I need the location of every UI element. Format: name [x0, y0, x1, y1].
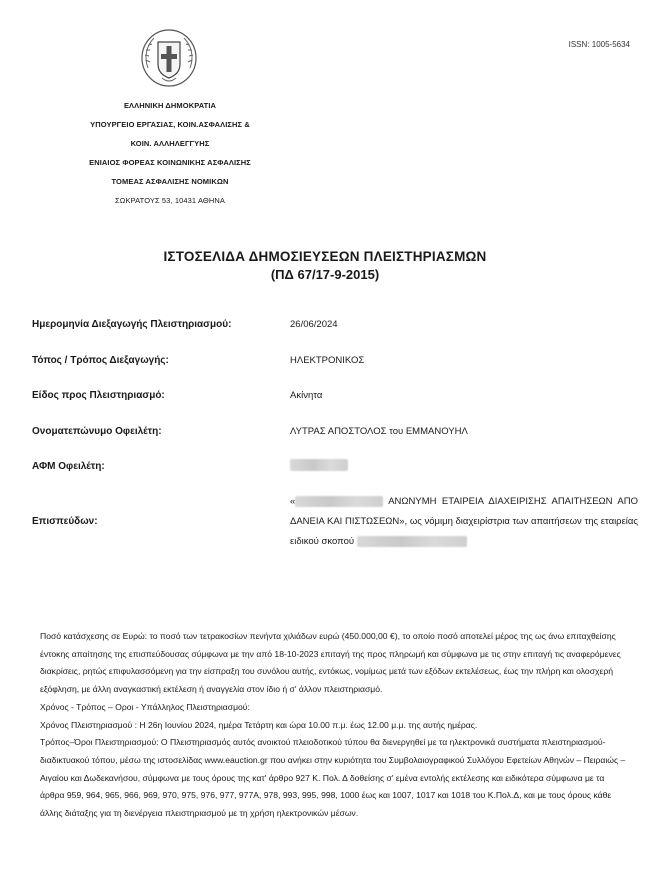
auction-date-value: 26/06/2024 — [290, 319, 338, 330]
issuer-header — [60, 96, 280, 210]
redaction-block — [357, 536, 467, 547]
greek-emblem-icon — [140, 28, 198, 88]
document-title — [0, 248, 650, 284]
header-ministry: ΥΠΟΥΡΓΕΙΟ ΕΡΓΑΣΙΑΣ, ΚΟΙΝ.ΑΣΦΑΛΙΣΗΣ & — [90, 120, 250, 129]
auction-date-label: Ημερομηνία Διεξαγωγής Πλειστηριασμού: — [32, 319, 232, 330]
redaction-block — [295, 496, 383, 507]
auction-details-body — [40, 628, 630, 823]
auction-type-label: Είδος προς Πλειστηριασμό: — [32, 390, 165, 401]
title-decree: (ΠΔ 67/17-9-2015) — [270, 267, 380, 282]
redaction-block — [290, 459, 348, 471]
debtor-afm-label: ΑΦΜ Οφειλέτη: — [32, 461, 105, 472]
debtor-name-label: Ονοματεπώνυμο Οφειλέτη: — [32, 426, 162, 437]
auction-method-paragraph: Τρόπος–Όροι Πλειστηριασμού: Ο Πλειστηριασμός αυτός ανοικτού πλειοδοτικού τύπου θα διενεργηθεί με τα ηλεκτρονικά συστήματα πλειστηριασμού- διαδικτυακού τόπου, μέσω της ιστοσελίδας www.eauction.gr που ανήκει στην κυριότητα του Συμβολαιογραφικού Συλλόγου Εφετείων Αθηνών – Πειραιώς – Αιγαίου και Δωδεκανήσου, σύμφωνα με τους όρους της κατ' άρθρο 927 Κ. Πολ. Δ δοθείσης σ' εμένα εντολής εκτέλεσης και ειδικότερα σύμφωνα με τα άρθρα 959, 964, 965, 966, 969, 970, 975, 976, 977, 977Α, 978, 993, 995, 998, 1000 έως και 1007, 1017 και 1018 του Κ.Πολ.Δ, και με τους όρους κάθε άλλης διάταξης για τη διενέργεια πλειστηριασμού με τη χρήση ηλεκτρονικών μέσων. — [40, 737, 626, 819]
header-sector: ΤΟΜΕΑΣ ΑΣΦΑΛΙΣΗΣ ΝΟΜΙΚΩΝ — [111, 177, 229, 186]
auction-place-value: ΗΛΕΚΤΡΟΝΙΚΟΣ — [290, 355, 365, 366]
auction-time-paragraph: Χρόνος Πλειστηριασμού : Η 26η Ιουνίου 2024, ημέρα Τετάρτη και ώρα 10.00 π.μ. έως 12.00 μ.μ. της αυτής ημέρας. — [40, 719, 478, 730]
header-efka: ΕΝΙΑΙΟΣ ΦΟΡΕΑΣ ΚΟΙΝΩΝΙΚΗΣ ΑΣΦΑΛΙΣΗΣ — [89, 158, 251, 167]
debtor-afm-redacted — [290, 459, 348, 471]
claimant-open-quote: « — [290, 496, 296, 507]
claimant-value — [290, 492, 638, 552]
header-address: ΣΩΚΡΑΤΟΥΣ 53, 10431 ΑΘΗΝΑ — [115, 196, 225, 205]
debtor-name-value: ΛΥΤΡΑΣ ΑΠΟΣΤΟΛΟΣ του ΕΜΜΑΝΟΥΗΛ — [290, 426, 468, 437]
terms-heading: Χρόνος - Τρόπος – Οροι - Υπάλληλος Πλειστηριασμού: — [40, 701, 250, 712]
claimant-text: ΑΝΩΝΥΜΗ ΕΤΑΙΡΕΙΑ ΔΙΑΧΕΙΡΙΣΗΣ ΑΠΑΙΤΗΣΕΩΝ ΑΠΟ ΔΑΝΕΙΑ ΚΑΙ ΠΙΣΤΩΣΕΩΝ», ως νόμιμη διαχειρίστρια των απαιτήσεων της εταιρείας ειδικού σκοπού — [290, 496, 638, 547]
header-republic: ΕΛΛΗΝΙΚΗ ΔΗΜΟΚΡΑΤΙΑ — [123, 101, 217, 110]
claimant-label: Επισπεύδων: — [32, 516, 98, 527]
auction-type-value: Ακίνητα — [290, 390, 323, 401]
issn-number: ISSN: 1005-5634 — [568, 40, 630, 49]
title-main: ΙΣΤΟΣΕΛΙΔΑ ΔΗΜΟΣΙΕΥΣΕΩΝ ΠΛΕΙΣΤΗΡΙΑΣΜΩΝ — [163, 249, 487, 264]
header-ministry-cont: ΚΟΙΝ. ΑΛΛΗΛΕΓΓΥΗΣ — [130, 139, 210, 148]
seizure-amount-paragraph: Ποσό κατάσχεσης σε Ευρώ: το ποσό των τετρακοσίων πενήντα χιλιάδων ευρώ (450.000,00 €), το οποίο ποσό αποτελεί μέρος της ως άνω επιταχθείσης έντοκης απαίτησης της επισπεύδουσας σύμφωνα με την από 18-10-2023 επιταγή της προς πληρωμή και σύμφωνα με τις στην επιταγή τις αναφερόμενες διακρίσεις, ρητώς επιφυλασσόμενη για την είσπραξη του συνόλου αυτής, εντόκως, νομίμως μετά των εξόδων εκτελέσεως, έως την πλήρη και ολοσχερή εξόφληση, με άλλη αναγκαστική εκτέλεση ή αναγγελία στον ίδιο ή σ' άλλον πλειστηριασμό. — [40, 631, 621, 695]
auction-place-label: Τόπος / Τρόπος Διεξαγωγής: — [32, 355, 169, 366]
